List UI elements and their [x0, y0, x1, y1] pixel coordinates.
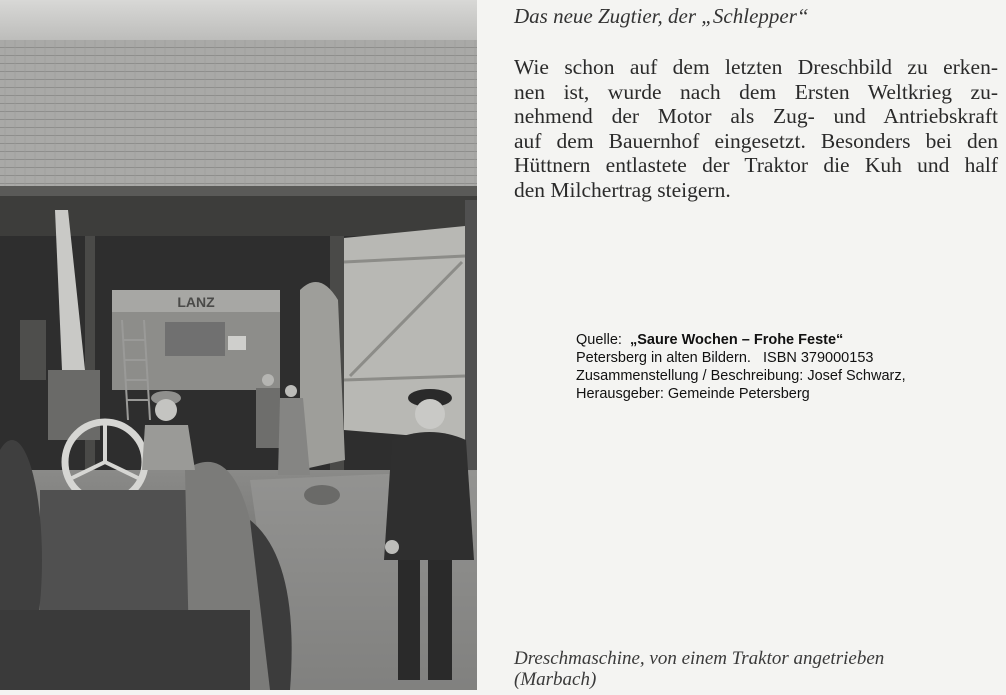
photo-illustration — [0, 0, 477, 690]
caption-line: (Marbach) — [514, 669, 597, 690]
barn-roof — [0, 40, 477, 195]
source-citation — [576, 331, 906, 403]
machine-sign: LANZ — [177, 294, 215, 310]
source-line-4: Herausgeber: Gemeinde Petersberg — [576, 386, 810, 402]
basket — [304, 485, 340, 505]
body-line: Hüttnern entlastete der Traktor die Kuh und half — [514, 153, 998, 177]
body-line: nehmend der Motor als Zug- und Antriebskraft — [514, 104, 998, 128]
sky-area — [0, 0, 477, 40]
body-line: Wie schon auf dem letzten Dreschbild zu erken- — [514, 55, 998, 79]
source-book-title: „Saure Wochen – Frohe Feste“ — [630, 332, 844, 348]
body-paragraph — [514, 55, 998, 202]
source-line-2: Petersberg in alten Bildern. ISBN 379000153 — [576, 350, 874, 366]
caption-line: Dreschmaschine, von einem Traktor angetrieben — [514, 648, 885, 669]
source-label: Quelle: — [576, 332, 622, 348]
body-line: den Milchertrag steigern. — [514, 177, 731, 202]
body-line: nen ist, wurde nach dem Ersten Weltkrieg zu- — [514, 79, 998, 104]
historic-photo — [0, 0, 477, 690]
photo-caption — [514, 648, 884, 690]
source-line-3: Zusammenstellung / Beschreibung: Josef Schwarz, — [576, 368, 906, 384]
body-line: auf dem Bauernhof eingesetzt. Besonders bei den — [514, 128, 998, 153]
section-title: Das neue Zugtier, der „Schlepper“ — [514, 4, 809, 28]
source-line-1 — [576, 331, 906, 349]
